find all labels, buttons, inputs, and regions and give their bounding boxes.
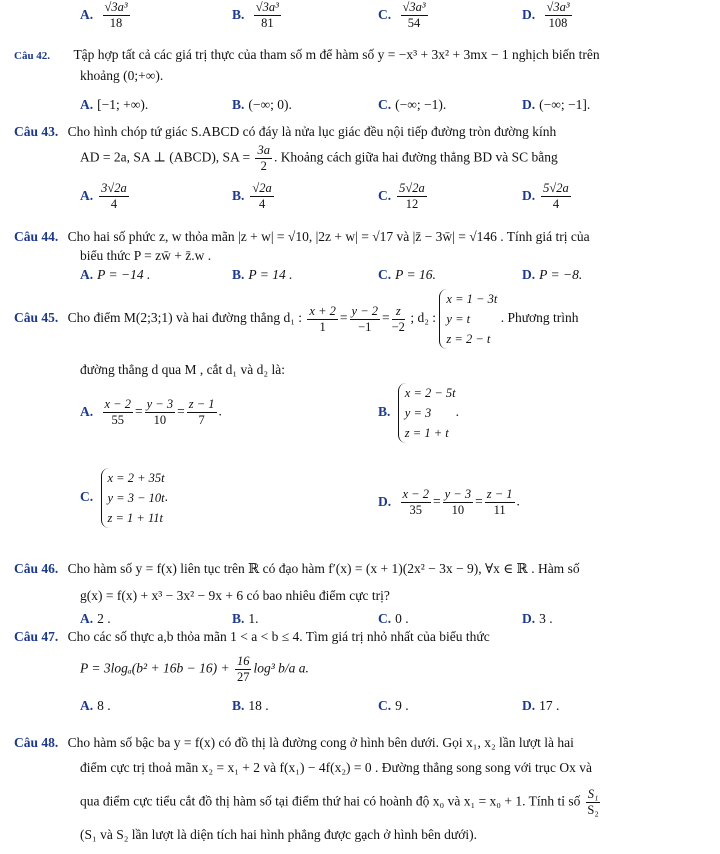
question-text: Cho các số thực a,b thỏa mãn 1 < a < b ≤ 4. Tìm giá trị nhỏ nhất của biểu thức: [67, 629, 490, 644]
q42-stem-line2: khoảng (0;+∞).: [80, 68, 164, 83]
q42-option-c: C. (−∞; −1).: [378, 97, 447, 112]
q45-option-a: A. $\frac{x - 2}{55}$ = $\frac{y - 3}{10}$ = $\frac{z - 1}{7}$ .: [80, 397, 222, 427]
q43-option-d: D. $\frac{5√2a}{4}$: [522, 181, 569, 211]
q47-stem-line2: P = 3logₐ(b² + 16b − 16) + $\frac{16}{27}$ log³ b/a a.: [80, 654, 309, 684]
fraction: $\frac{\text{√3a³}}{18}$: [104, 0, 128, 30]
q44-stem-line2: biểu thức P = zw̄ + z̄.w .: [80, 248, 212, 263]
question-label: Câu 44.: [14, 229, 59, 244]
q44-option-a: A. P = −14 .: [80, 267, 151, 282]
q46-stem-line2: g(x) = f(x) + x³ − 3x² − 9x + 6 có bao nhiêu điểm cực trị?: [80, 588, 390, 603]
fraction: $\frac{y - 2}{-1}$: [351, 303, 378, 334]
question-text: Cho hàm số bậc ba y = f(x) có đồ thị là đường cong ở hình bên dưới. Gọi x₁, x₂ lần lượt là hai: [67, 735, 574, 750]
q42-option-a: A. [−1; +∞).: [80, 97, 149, 112]
fraction: $\frac{\text{√3a³}}{108}$: [546, 0, 570, 30]
question-label: Câu 48.: [14, 735, 59, 750]
q41-option-a: [80, 0, 132, 31]
q46-option-c: C. 0 .: [378, 611, 409, 626]
fraction: $\frac{\text{√3a³}}{54}$: [402, 0, 426, 30]
q46-option-a: A. 2 .: [80, 611, 111, 626]
question-label: Câu 45.: [14, 310, 59, 326]
question-label: Câu 42.: [14, 50, 51, 62]
q47-option-b: B. 18 .: [232, 698, 269, 713]
q44-option-d: D. P = −8.: [522, 267, 583, 282]
q41-option-d: [522, 0, 574, 31]
question-label: Câu 43.: [14, 124, 59, 139]
equation-system: x = 2 + 35t y = 3 − 10t z = 1 + 11t: [101, 468, 165, 528]
q42-option-b: B. (−∞; 0).: [232, 97, 292, 112]
fraction: $\frac{x + 2}{1}$: [309, 303, 336, 334]
q43-stem-line2: AD = 2a, SA ⊥ (ABCD), SA = $\frac{3a}{2}$ . Khoảng cách giữa hai đường thẳng BD và SC bằng: [80, 143, 558, 173]
q42-stem: [14, 47, 600, 63]
q47-option-d: D. 17 .: [522, 698, 560, 713]
q46-option-b: B. 1.: [232, 611, 259, 626]
equation-system: x = 2 − 5t y = 3 z = 1 + t: [398, 383, 456, 443]
q48-stem-line3: qua điểm cực tiểu cắt đồ thị hàm số tại điểm thứ hai có hoành độ x₀ và x₁ = x₀ + 1. Tính tỉ số $\frac{\text{S₁}}{\text{S₂}}$: [80, 787, 599, 817]
question-label: Câu 47.: [14, 629, 59, 644]
q41-option-c: [378, 0, 430, 31]
q45-option-b: B. x = 2 − 5t y = 3 z = 1 + t .: [378, 383, 459, 443]
question-text: Cho hai số phức z, w thỏa mãn |z + w| = √10, |2z + w| = √17 và |z̄ − 3w̄| = √146 . Tính giá trị của: [67, 229, 590, 244]
option-key: A.: [80, 6, 94, 22]
equation-system: x = 1 − 3t y = t z = 2 − t: [439, 289, 497, 349]
q44-stem: [14, 229, 590, 245]
option-key: D.: [522, 6, 536, 22]
fraction: $\frac{z}{-2}$: [391, 303, 405, 334]
question-text: Cho hàm số y = f(x) liên tục trên ℝ có đạo hàm f′(x) = (x + 1)(2x² − 3x − 9), ∀x ∈ ℝ . Hàm số: [67, 561, 580, 576]
q44-option-c: C. P = 16.: [378, 267, 436, 282]
q45-stem: Câu 45. Cho điểm M(2;3;1) và hai đường thẳng d₁ : $\frac{x + 2}{1}$ = $\frac{y - 2}{-1}$ = $\frac{z}{-2}$ ; d₂ : x = 1 − 3t y = t z = 2 − t . Phương trình: [14, 289, 579, 349]
q48-stem-line4: (S₁ và S₂ lần lượt là diện tích hai hình phẳng được gạch ở hình bên dưới).: [80, 827, 477, 842]
q41-option-b: [232, 0, 283, 31]
q47-stem: [14, 629, 490, 645]
q43-option-c: C. $\frac{5√2a}{12}$: [378, 181, 425, 211]
question-label: Câu 46.: [14, 561, 59, 576]
question-text: Cho hình chóp tứ giác S.ABCD có đáy là nửa lục giác đều nội tiếp đường tròn đường kính: [67, 124, 557, 139]
fraction: $\frac{16}{27}$: [236, 654, 250, 684]
q45-stem-line2: đường thẳng d qua M , cắt d₁ và d₂ là:: [80, 362, 285, 377]
q45-option-d: D. $\frac{x - 2}{35}$ = $\frac{y - 3}{10}$ = $\frac{z - 1}{11}$ .: [378, 487, 520, 517]
q42-option-d: D. (−∞; −1].: [522, 97, 591, 112]
q45-option-c: C. x = 2 + 35t y = 3 − 10t z = 1 + 11t .: [80, 468, 168, 528]
q46-option-d: D. 3 .: [522, 611, 553, 626]
fraction: $\frac{\text{S₁}}{\text{S₂}}$: [587, 787, 599, 817]
q46-stem: [14, 561, 580, 577]
fraction: $\frac{3a}{2}$: [257, 143, 270, 173]
q47-option-a: A. 8 .: [80, 698, 111, 713]
question-text: Tập hợp tất cả các giá trị thực của tham số m để hàm số y = −x³ + 3x² + 3mx − 1 nghịch biến trên: [73, 47, 600, 62]
option-key: B.: [232, 6, 245, 22]
q43-stem: [14, 124, 556, 140]
q48-stem-line2: điểm cực trị thoả mãn x₂ = x₁ + 2 và f(x₁) − 4f(x₂) = 0 . Đường thẳng song song với trục Ox và: [80, 760, 592, 775]
q44-option-b: B. P = 14 .: [232, 267, 293, 282]
q48-stem: [14, 735, 574, 751]
q43-option-b: B. $\frac{√2a}{4}$: [232, 181, 272, 211]
q43-option-a: A. $\frac{3√2a}{4}$: [80, 181, 127, 211]
q47-option-c: C. 9 .: [378, 698, 409, 713]
option-key: C.: [378, 6, 392, 22]
fraction: $\frac{\text{√3a³}}{81}$: [255, 0, 279, 30]
